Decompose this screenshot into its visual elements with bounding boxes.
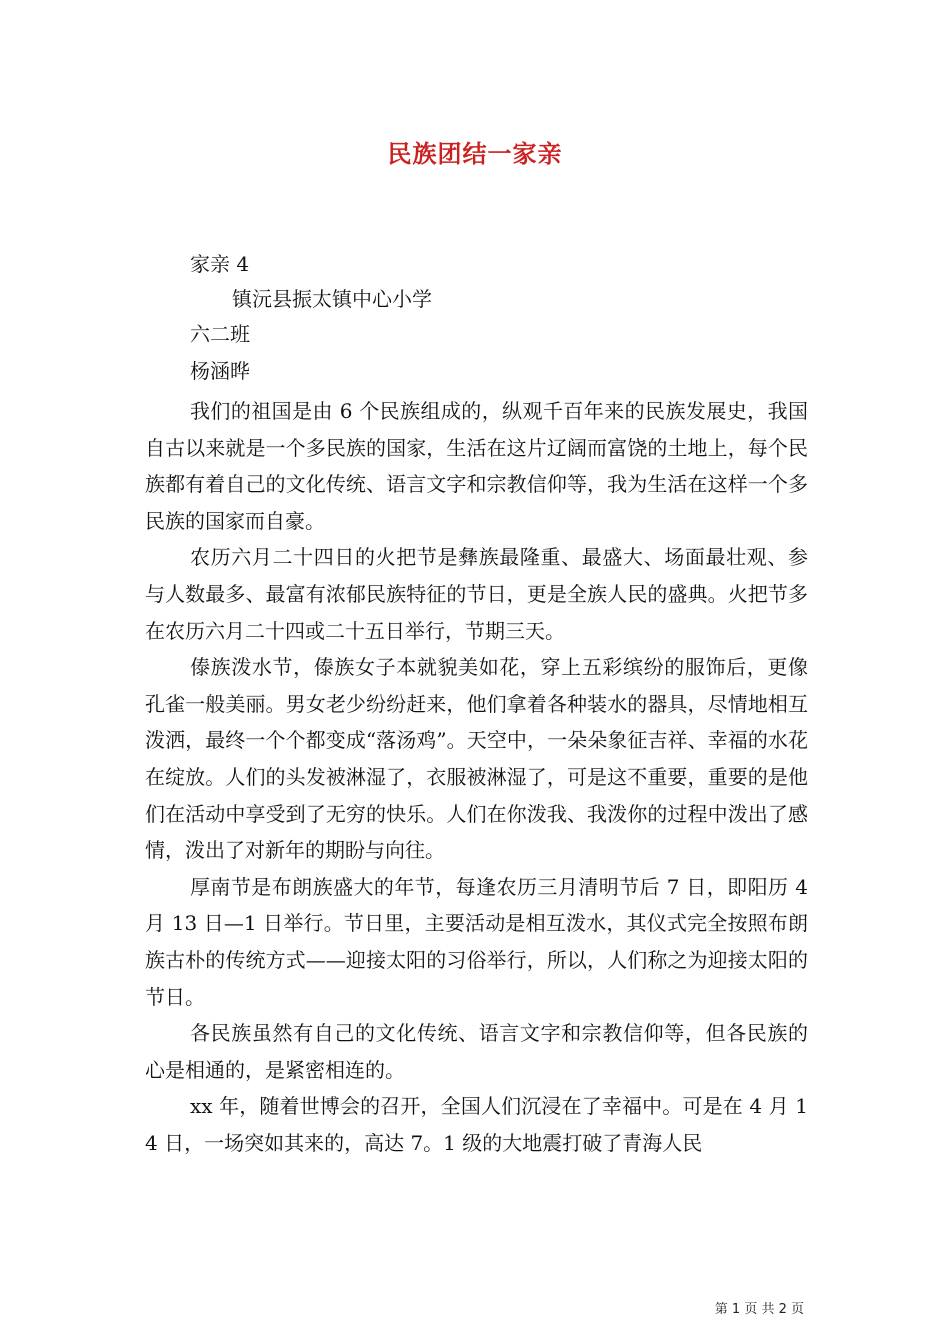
class-name: 六二班 [190, 322, 250, 346]
page-number-footer: 第 1 页 共 2 页 [714, 1302, 804, 1317]
paragraph: 各民族虽然有自己的文化传统、语言文字和宗教信仰等，但各民族的心是相通的，是紧密相连的。 [145, 1021, 808, 1082]
paragraph: xx 年，随着世博会的召开，全国人们沉浸在了幸福中。可是在 4 月 14 日，一场突如其来的，高达 7。1 级的大地震打破了青海人民 [145, 1094, 808, 1155]
paragraph: 我们的祖国是由 6 个民族组成的，纵观千百年来的民族发展史，我国自古以来就是一个多民族的国家，生活在这片辽阔而富饶的土地上，每个民族都有着自己的文化传统、语言文字和宗教信仰等，我为生活在这样一个多民族的国家而自豪。 [145, 399, 808, 533]
meta-line-1: 家亲 4 [190, 252, 250, 276]
document-body [145, 393, 808, 1161]
author-name: 杨涵晔 [190, 359, 250, 383]
paragraph: 农历六月二十四日的火把节是彝族最隆重、最盛大、场面最壮观、参与人数最多、最富有浓郁民族特征的节日，更是全族人民的盛典。火把节多在农历六月二十四或二十五日举行，节期三天。 [145, 545, 808, 643]
paragraph: 傣族泼水节，傣族女子本就貌美如花，穿上五彩缤纷的服饰后，更像孔雀一般美丽。男女老少纷纷赶来，他们拿着各种装水的器具，尽情地相互泼洒，最终一个个都变成“落汤鸡”。天空中，一朵朵象征吉祥、幸福的水花在绽放。人们的头发被淋湿了，衣服被淋湿了，可是这不重要，重要的是他们在活动中享受到了无穷的快乐。人们在你泼我、我泼你的过程中泼出了感情，泼出了对新年的期盼与向往。 [145, 655, 808, 863]
paragraph: 厚南节是布朗族盛大的年节，每逢农历三月清明节后 7 日，即阳历 4 月 13 日—1 日举行。节日里，主要活动是相互泼水，其仪式完全按照布朗族古朴的传统方式——迎接太阳的习俗举行，所以，人们称之为迎接太阳的节日。 [145, 874, 808, 1009]
school-name: 镇沅县振太镇中心小学 [232, 287, 432, 311]
document-title: 民族团结一家亲 [387, 139, 563, 168]
